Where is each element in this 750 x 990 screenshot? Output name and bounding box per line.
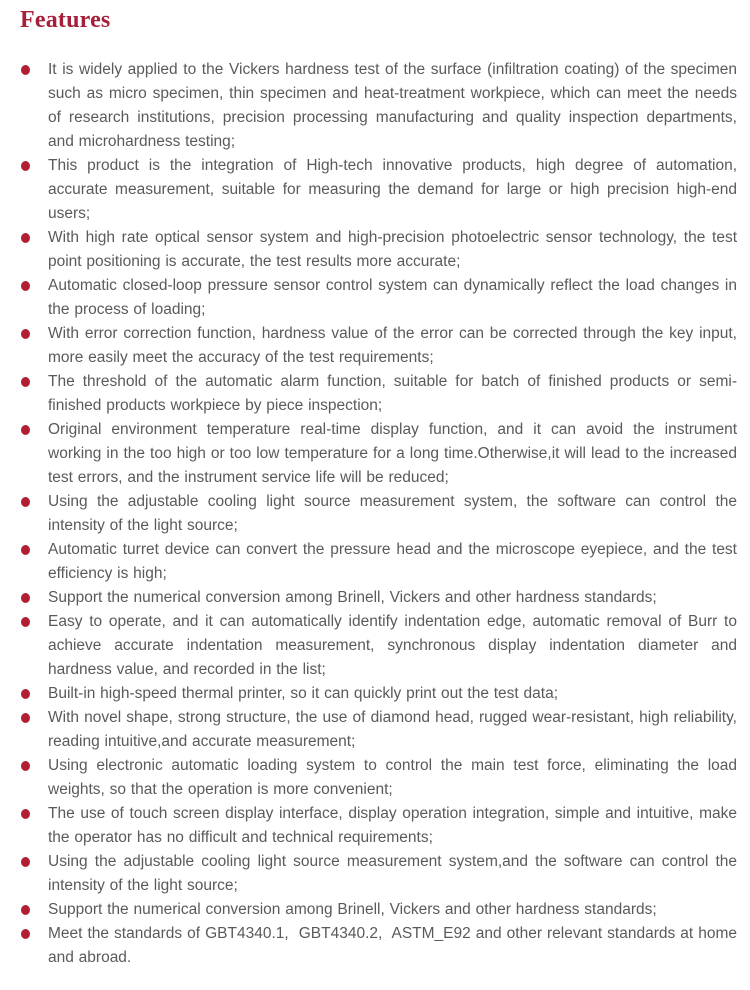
bullet-icon [20,154,48,178]
feature-item [20,586,737,610]
bullet-icon [20,850,48,874]
bullet-icon [20,586,48,610]
feature-text: With error correction function, hardness value of the error can be corrected through the key input, more easily meet the accuracy of the test requirements; [48,325,737,366]
feature-text: The use of touch screen display interface, display operation integration, simple and intuitive, make the operator has no difficult and technical requirements; [48,805,737,846]
feature-item [20,370,737,418]
feature-item [20,322,737,370]
feature-item [20,226,737,274]
feature-text: Automatic turret device can convert the pressure head and the microscope eyepiece, and the test efficiency is high; [48,541,737,582]
feature-text: Built-in high-speed thermal printer, so it can quickly print out the test data; [48,685,559,702]
bullet-icon [20,922,48,946]
bullet-icon [20,682,48,706]
feature-item [20,538,737,586]
bullet-icon [20,538,48,562]
feature-text: Using electronic automatic loading system to control the main test force, eliminating the load weights, so that the operation is more convenient; [48,757,737,798]
feature-text: Using the adjustable cooling light source measurement system, the software can control the intensity of the light source; [48,493,737,534]
page-title: Features [20,7,111,33]
feature-item [20,58,737,154]
bullet-icon [20,898,48,922]
feature-item [20,610,737,682]
feature-item [20,754,737,802]
feature-item [20,682,737,706]
feature-item [20,850,737,898]
bullet-icon [20,706,48,730]
feature-text: The threshold of the automatic alarm function, suitable for batch of finished products or semi-finished products workpiece by piece inspection; [48,373,737,414]
bullet-icon [20,226,48,250]
feature-text: Support the numerical conversion among Brinell, Vickers and other hardness standards; [48,589,657,606]
feature-text: It is widely applied to the Vickers hardness test of the surface (infiltration coating) of the specimen such as micro specimen, thin specimen and heat-treatment workpiece, which can meet the needs of research institutions, precision processing manufacturing and quality inspection departments, and microhardness testing; [48,61,737,150]
features-list [0,58,750,990]
bullet-icon [20,802,48,826]
bullet-icon [20,490,48,514]
feature-item [20,274,737,322]
feature-item [20,706,737,754]
feature-item [20,802,737,850]
bullet-icon [20,610,48,634]
feature-text: Original environment temperature real-time display function, and it can avoid the instrument working in the too high or too low temperature for a long time.Otherwise,it will lead to the increased test errors, and the instrument service life will be reduced; [48,421,737,486]
feature-item [20,154,737,226]
feature-text: This product is the integration of High-tech innovative products, high degree of automation, accurate measurement, suitable for measuring the demand for large or high precision high-end users; [48,157,737,222]
feature-text: Meet the standards of GBT4340.1, GBT4340.2, ASTM_E92 and other relevant standards at home and abroad. [48,925,737,966]
feature-item [20,490,737,538]
bullet-icon [20,58,48,82]
bullet-icon [20,274,48,298]
bullet-icon [20,322,48,346]
feature-text: Support the numerical conversion among Brinell, Vickers and other hardness standards; [48,901,657,918]
bullet-icon [20,754,48,778]
bullet-icon [20,370,48,394]
feature-text: With novel shape, strong structure, the use of diamond head, rugged wear-resistant, high reliability, reading intuitive,and accurate measurement; [48,709,737,750]
feature-item [20,922,737,970]
feature-item [20,418,737,490]
feature-text: Automatic closed-loop pressure sensor control system can dynamically reflect the load changes in the process of loading; [48,277,737,318]
bullet-icon [20,418,48,442]
feature-text: Easy to operate, and it can automatically identify indentation edge, automatic removal of Burr to achieve accurate indentation measurement, synchronous display indentation diameter and hardness value, and recorded in the list; [48,613,737,678]
feature-item [20,898,737,922]
feature-text: With high rate optical sensor system and high-precision photoelectric sensor technology, the test point positioning is accurate, the test results more accurate; [48,229,737,270]
feature-text: Using the adjustable cooling light source measurement system,and the software can control the intensity of the light source; [48,853,737,894]
